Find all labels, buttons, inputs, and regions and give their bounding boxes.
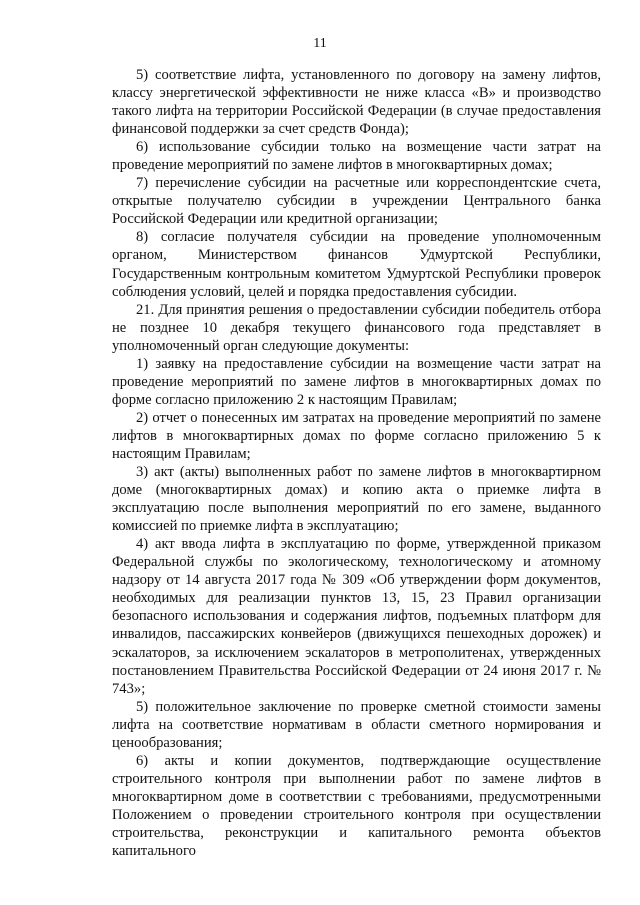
paragraph-item-7-subsidy-transfer: 7) перечисление субсидии на расчетные или корреспондентские счета, открытые получателю субсидии в учреждении Центрального банка Российской Федерации или кредитной организации;	[112, 175, 601, 228]
paragraph-item-6-subsidy-use: 6) использование субсидии только на возмещение части затрат на проведение мероприятий по замене лифтов в многоквартирных домах;	[112, 139, 601, 174]
paragraph-doc-3-work-acts: 3) акт (акты) выполненных работ по замене лифтов в многоквартирном доме (многоквартирных домах) и копию акта о приемке лифта в эксплуатацию после выполнения мероприятий по его замене, выданного комиссией по приемке лифта в эксплуатацию;	[112, 464, 601, 535]
page-number: 11	[313, 36, 327, 51]
paragraph-doc-2-expense-report: 2) отчет о понесенных им затратах на проведение мероприятий по замене лифтов в многоквартирных домах по форме согласно приложению 5 к настоящим Правилам;	[112, 409, 601, 462]
paragraph-clause-21: 21. Для принятия решения о предоставлении субсидии победитель отбора не позднее 10 декабря текущего финансового года представляет в уполномоченный орган следующие документы:	[112, 301, 601, 354]
paragraph-doc-5-cost-estimate: 5) положительное заключение по проверке сметной стоимости замены лифта на соответствие нормативам в области сметного нормирования и ценообразования;	[112, 698, 601, 751]
paragraph-item-8-consent-to-audits: 8) согласие получателя субсидии на проведение уполномоченным органом, Министерством финансов Удмуртской Республики, Государственным контрольным комитетом Удмуртской Республики проверок соблюдения условий, целей и порядка предоставления субсидии.	[112, 229, 601, 300]
paragraph-doc-1-application: 1) заявку на предоставление субсидии на возмещение части затрат на проведение мероприятий по замене лифтов в многоквартирных домах по форме согласно приложению 2 к настоящим Правилам;	[112, 355, 601, 408]
document-body	[112, 66, 601, 860]
paragraph-doc-6-construction-control: 6) акты и копии документов, подтверждающие осуществление строительного контроля при выполнении работ по замене лифтов в многоквартирном доме в соответствии с требованиями, предусмотренными Положением о проведении строительного контроля при осуществлении строительства, реконструкции и капитального ремонта объектов капитального	[112, 752, 601, 860]
paragraph-item-5-lift-compliance: 5) соответствие лифта, установленного по договору на замену лифтов, классу энергетической эффективности не ниже класса «В» и производство такого лифта на территории Российской Федерации (в случае предоставления финансовой поддержки за счет средств Фонда);	[112, 67, 601, 138]
paragraph-doc-4-commissioning-act: 4) акт ввода лифта в эксплуатацию по форме, утвержденной приказом Федеральной службы по экологическому, технологическому и атомному надзору от 14 августа 2017 года № 309 «Об утверждении форм документов, необходимых для реализации пунктов 13, 15, 23 Правил организации безопасного использования и содержания лифтов, подъемных платформ для инвалидов, пассажирских конвейеров (движущихся пешеходных дорожек) и эскалаторов, за исключением эскалаторов в метрополитенах, утвержденных постановлением Правительства Российской Федерации от 24 июня 2017 г. № 743»;	[112, 536, 601, 697]
